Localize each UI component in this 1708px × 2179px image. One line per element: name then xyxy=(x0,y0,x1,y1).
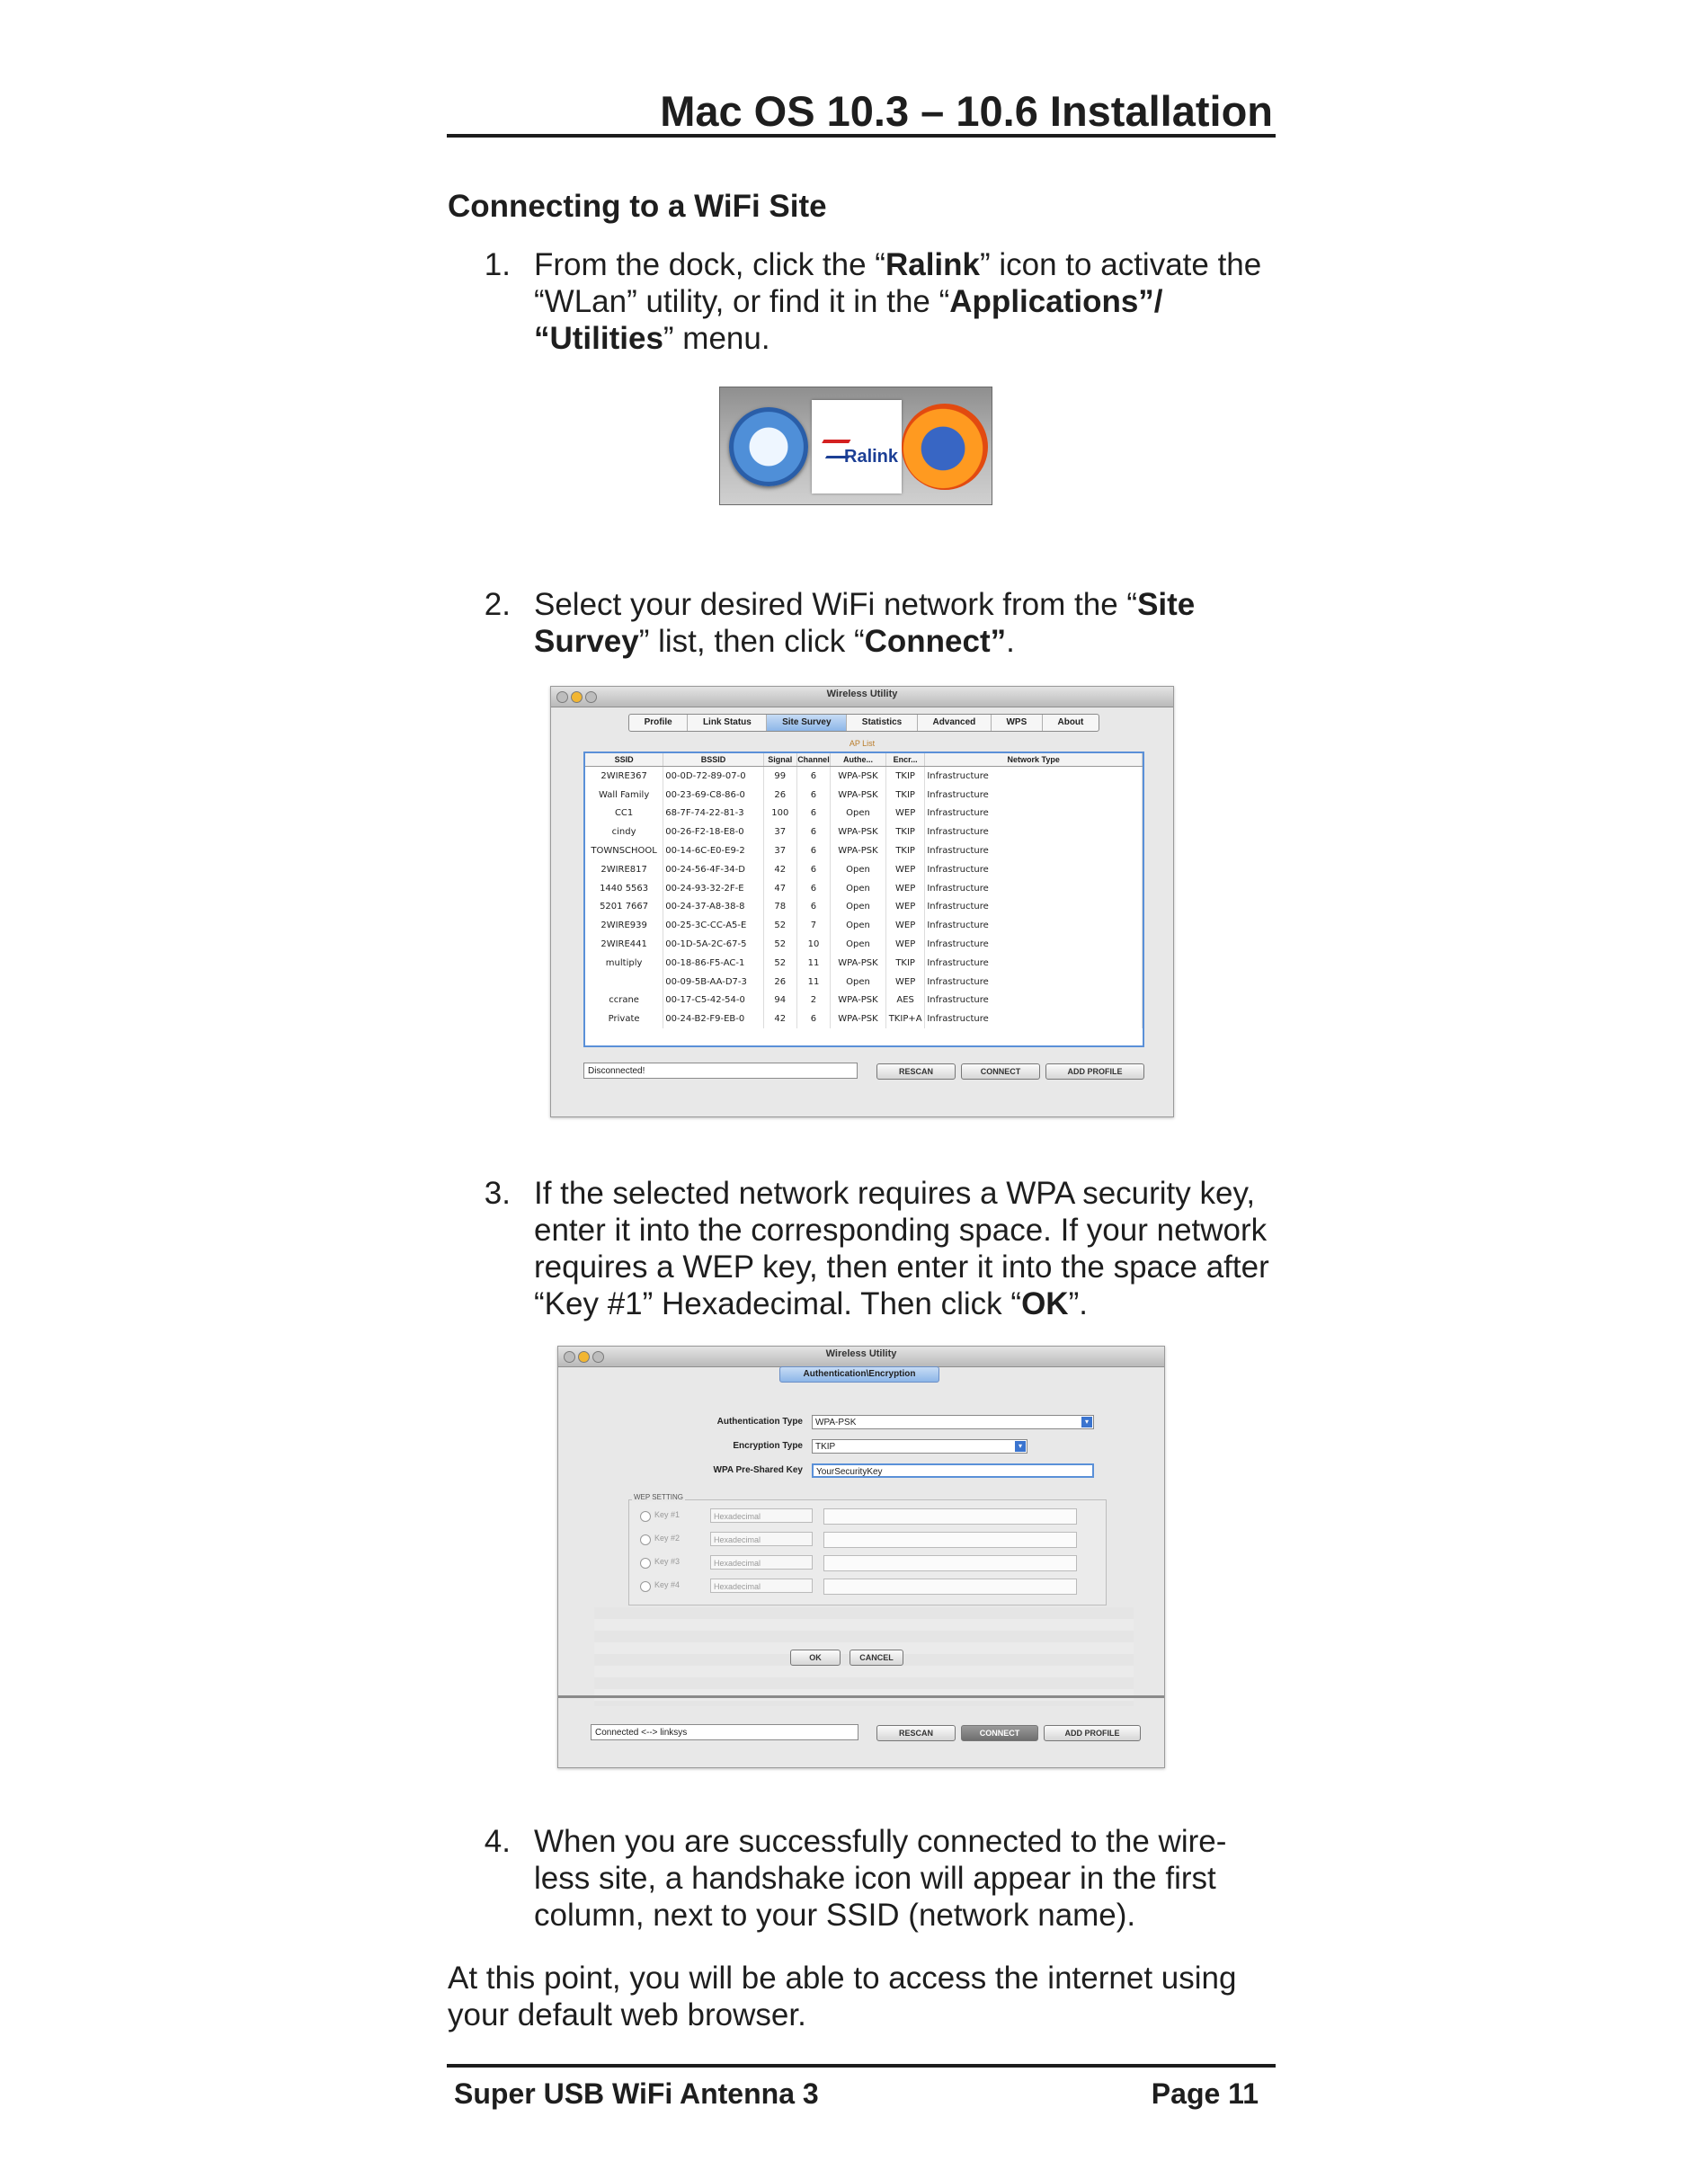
encryption-type-value: TKIP xyxy=(815,1442,836,1452)
column-header[interactable]: Encr... xyxy=(885,753,924,767)
table-cell: 6 xyxy=(796,805,830,823)
key-type-select[interactable]: Hexadecimal xyxy=(710,1532,813,1546)
table-cell: 00-14-6C-E0-E9-2 xyxy=(663,841,764,860)
window-title: Wireless Utility xyxy=(826,689,898,699)
add-profile-button[interactable]: ADD PROFILE xyxy=(1045,1063,1144,1080)
step-1 xyxy=(467,246,1277,357)
add-profile-button[interactable]: ADD PROFILE xyxy=(1044,1725,1141,1741)
table-cell: WPA-PSK xyxy=(831,841,886,860)
table-cell: 94 xyxy=(763,992,796,1010)
table-cell: TKIP xyxy=(885,786,924,805)
table-cell: 6 xyxy=(796,841,830,860)
table-cell: 00-24-56-4F-34-D xyxy=(663,860,764,879)
footer-page-number: Page 11 xyxy=(1151,2077,1259,2110)
step-2 xyxy=(467,586,1277,660)
divider xyxy=(558,1695,1164,1698)
key-label: Key #4 xyxy=(654,1580,681,1589)
table-cell: 11 xyxy=(796,973,830,992)
table-cell: 68-7F-74-22-81-3 xyxy=(663,805,764,823)
table-cell: WEP xyxy=(885,973,924,992)
table-cell: 6 xyxy=(796,860,830,879)
bold-term: Site Survey xyxy=(534,587,1196,659)
connect-button[interactable]: CONNECT xyxy=(961,1725,1038,1741)
header-rule xyxy=(447,134,1276,138)
ralink-icon xyxy=(812,400,902,494)
ap-list-caption: AP List xyxy=(849,739,876,748)
table-cell: Infrastructure xyxy=(925,1009,1143,1028)
step-number: 1. xyxy=(484,247,511,282)
window-titlebar xyxy=(551,687,1173,707)
table-row[interactable] xyxy=(585,805,1143,823)
table-cell: 00-23-69-C8-86-0 xyxy=(663,786,764,805)
window-title: Wireless Utility xyxy=(825,1348,897,1359)
bold-term: OK xyxy=(1021,1286,1069,1321)
bold-term: Connect” xyxy=(864,624,1007,659)
encryption-type-select[interactable] xyxy=(812,1439,1027,1454)
tab-profile[interactable]: Profile xyxy=(629,715,688,731)
status-field: Disconnected! xyxy=(583,1063,858,1079)
table-row[interactable] xyxy=(585,992,1143,1010)
tab-site-survey[interactable]: Site Survey xyxy=(767,715,847,731)
table-cell: 2WIRE441 xyxy=(585,935,663,954)
key-type-select[interactable]: Hexadecimal xyxy=(710,1508,813,1523)
table-cell: Open xyxy=(831,879,886,898)
chevron-down-icon: ▾ xyxy=(1015,1441,1026,1452)
table-cell: Infrastructure xyxy=(925,935,1143,954)
auth-type-select[interactable] xyxy=(812,1415,1094,1429)
table-cell: Open xyxy=(831,860,886,879)
table-cell: 52 xyxy=(763,954,796,973)
page-title: Mac OS 10.3 – 10.6 Installation xyxy=(660,87,1273,135)
table-cell: 00-24-37-A8-38-8 xyxy=(663,898,764,917)
step-number: 2. xyxy=(484,587,511,622)
psk-value: YourSecurityKey xyxy=(816,1467,883,1477)
table-cell: 6 xyxy=(796,767,830,786)
encryption-type-label: Encryption Type xyxy=(733,1441,803,1451)
step-3 xyxy=(467,1175,1277,1322)
bold-term: Ralink xyxy=(885,247,980,282)
rescan-button[interactable]: RESCAN xyxy=(876,1725,956,1741)
table-cell: Infrastructure xyxy=(925,823,1143,841)
table-cell: 99 xyxy=(763,767,796,786)
table-cell: 42 xyxy=(763,1009,796,1028)
table-cell: WEP xyxy=(885,805,924,823)
table-cell: CC1 xyxy=(585,805,663,823)
footer-rule xyxy=(447,2064,1276,2068)
table-row[interactable] xyxy=(585,786,1143,805)
table-cell: WPA-PSK xyxy=(831,1009,886,1028)
key-value-input[interactable] xyxy=(823,1508,1077,1525)
status-field: Connected <--> linksys xyxy=(591,1724,858,1740)
table-row[interactable] xyxy=(585,1009,1143,1028)
tab-statistics[interactable]: Statistics xyxy=(847,715,918,731)
table-cell: 2 xyxy=(796,992,830,1010)
table-cell: 2WIRE367 xyxy=(585,767,663,786)
table-cell: Infrastructure xyxy=(925,841,1143,860)
table-row[interactable] xyxy=(585,767,1143,786)
table-cell: cindy xyxy=(585,823,663,841)
table-cell: Open xyxy=(831,916,886,935)
table-row[interactable] xyxy=(585,841,1143,860)
table-cell: 1440 5563 xyxy=(585,879,663,898)
table-cell: Infrastructure xyxy=(925,879,1143,898)
table-cell: WPA-PSK xyxy=(831,767,886,786)
tab-authentication[interactable]: Authentication\Encryption xyxy=(779,1366,939,1383)
table-cell: WEP xyxy=(885,879,924,898)
table-cell: 37 xyxy=(763,823,796,841)
table-cell: WEP xyxy=(885,916,924,935)
step-4 xyxy=(467,1823,1277,1934)
key-radio[interactable] xyxy=(640,1581,651,1592)
wep-key-row xyxy=(635,1554,1102,1572)
key-label: Key #2 xyxy=(654,1534,681,1543)
table-cell: 00-1D-5A-2C-67-5 xyxy=(663,935,764,954)
key-radio[interactable] xyxy=(640,1511,651,1522)
key-type-select[interactable]: Hexadecimal xyxy=(710,1579,813,1593)
table-cell: WPA-PSK xyxy=(831,992,886,1010)
table-cell: Infrastructure xyxy=(925,805,1143,823)
table-cell: 37 xyxy=(763,841,796,860)
cancel-button[interactable]: CANCEL xyxy=(850,1650,903,1666)
psk-input[interactable] xyxy=(812,1463,1094,1478)
step-text: If the selected network requires a WPA security key, enter it into the corresponding space. If your network requires a WEP key, then enter it into the space after “Key #1” Hexadecimal. Then click “OK”. xyxy=(534,1176,1269,1321)
table-cell: Infrastructure xyxy=(925,954,1143,973)
ralink-logo-text: Ralink xyxy=(844,447,899,467)
table-cell: 00-24-93-32-2F-E xyxy=(663,879,764,898)
table-cell: Infrastructure xyxy=(925,992,1143,1010)
table-cell: 78 xyxy=(763,898,796,917)
table-cell: WPA-PSK xyxy=(831,954,886,973)
table-cell: 52 xyxy=(763,916,796,935)
table-cell: 00-26-F2-18-E8-0 xyxy=(663,823,764,841)
table-cell: 11 xyxy=(796,954,830,973)
table-cell: Open xyxy=(831,973,886,992)
table-cell xyxy=(585,973,663,992)
ok-button[interactable]: OK xyxy=(790,1650,841,1666)
section-title: Connecting to a WiFi Site xyxy=(448,189,827,224)
safari-icon xyxy=(729,407,808,486)
table-cell: Open xyxy=(831,805,886,823)
table-row[interactable] xyxy=(585,898,1143,917)
table-cell: ccrane xyxy=(585,992,663,1010)
key-label: Key #3 xyxy=(654,1557,681,1566)
table-cell: Open xyxy=(831,898,886,917)
connect-button[interactable]: CONNECT xyxy=(961,1063,1040,1080)
column-header[interactable]: SSID xyxy=(585,753,663,767)
table-cell: 26 xyxy=(763,786,796,805)
table-cell: 2WIRE939 xyxy=(585,916,663,935)
table-cell: 2WIRE817 xyxy=(585,860,663,879)
key-value-input[interactable] xyxy=(823,1555,1077,1571)
column-header[interactable]: BSSID xyxy=(663,753,764,767)
table-cell: Infrastructure xyxy=(925,898,1143,917)
column-header[interactable]: Signal xyxy=(763,753,796,767)
table-cell: WPA-PSK xyxy=(831,786,886,805)
table-cell: Wall Family xyxy=(585,786,663,805)
column-header[interactable]: Authe... xyxy=(831,753,886,767)
table-cell: 00-24-B2-F9-EB-0 xyxy=(663,1009,764,1028)
tab-bar xyxy=(628,714,1099,732)
table-cell: 00-09-5B-AA-D7-3 xyxy=(663,973,764,992)
table-cell: 42 xyxy=(763,860,796,879)
table-cell: Infrastructure xyxy=(925,767,1143,786)
tab-link-status[interactable]: Link Status xyxy=(688,715,767,731)
column-header[interactable]: Channel xyxy=(796,753,830,767)
table-cell: 7 xyxy=(796,916,830,935)
table-cell: multiply xyxy=(585,954,663,973)
table-cell: 6 xyxy=(796,823,830,841)
table-cell: 6 xyxy=(796,786,830,805)
table-cell: Infrastructure xyxy=(925,973,1143,992)
table-cell: 00-0D-72-89-07-0 xyxy=(663,767,764,786)
key-value-input[interactable] xyxy=(823,1532,1077,1548)
table-cell: TKIP xyxy=(885,841,924,860)
table-cell: 6 xyxy=(796,898,830,917)
auth-type-label: Authentication Type xyxy=(716,1417,803,1427)
rescan-button[interactable]: RESCAN xyxy=(876,1063,956,1080)
table-cell: WPA-PSK xyxy=(831,823,886,841)
step-text: Select your desired WiFi network from the “Site Survey” list, then click “Connect”. xyxy=(534,587,1196,659)
table-cell: 6 xyxy=(796,1009,830,1028)
table-row[interactable] xyxy=(585,823,1143,841)
chevron-down-icon: ▾ xyxy=(1081,1417,1092,1427)
table-cell: WEP xyxy=(885,898,924,917)
table-cell: 00-18-86-F5-AC-1 xyxy=(663,954,764,973)
table-cell: TKIP+A xyxy=(885,1009,924,1028)
table-row[interactable] xyxy=(585,879,1143,898)
step-number: 4. xyxy=(484,1824,511,1859)
auth-type-value: WPA-PSK xyxy=(815,1418,857,1427)
step-text: When you are successfully connected to the wire-less site, a handshake icon will appear in the first column, next to your SSID (network name). xyxy=(534,1824,1227,1933)
table-row[interactable] xyxy=(585,935,1143,954)
step-number: 3. xyxy=(484,1176,511,1211)
table-cell: 6 xyxy=(796,879,830,898)
auth-window xyxy=(557,1346,1165,1768)
key-value-input[interactable] xyxy=(823,1579,1077,1595)
table-cell: 26 xyxy=(763,973,796,992)
table-cell: AES xyxy=(885,992,924,1010)
closing-paragraph: At this point, you will be able to access the internet using your default web browser. xyxy=(448,1961,1237,2032)
table-cell: 00-17-C5-42-54-0 xyxy=(663,992,764,1010)
key-label: Key #1 xyxy=(654,1510,681,1519)
table-cell: Open xyxy=(831,935,886,954)
table-row[interactable] xyxy=(585,973,1143,992)
table-cell: WEP xyxy=(885,860,924,879)
site-survey-table[interactable] xyxy=(583,752,1144,1047)
table-cell: Private xyxy=(585,1009,663,1028)
table-cell: 47 xyxy=(763,879,796,898)
table-row[interactable] xyxy=(585,954,1143,973)
table-cell: 00-25-3C-CC-A5-E xyxy=(663,916,764,935)
table-cell: TKIP xyxy=(885,954,924,973)
table-cell: Infrastructure xyxy=(925,860,1143,879)
wep-key-row xyxy=(635,1531,1102,1549)
key-radio[interactable] xyxy=(640,1534,651,1545)
psk-label: WPA Pre-Shared Key xyxy=(713,1465,803,1475)
tab-wps[interactable]: WPS xyxy=(992,715,1043,731)
table-cell: 52 xyxy=(763,935,796,954)
bold-term: Applications”/ “Utilities xyxy=(534,284,1163,356)
window-titlebar xyxy=(558,1347,1164,1367)
table-cell: TOWNSCHOOL xyxy=(585,841,663,860)
dock-image xyxy=(719,387,992,505)
table-row[interactable] xyxy=(585,860,1143,879)
firefox-icon xyxy=(902,404,988,490)
table-cell: 5201 7667 xyxy=(585,898,663,917)
wep-settings-caption: WEP SETTING xyxy=(634,1493,683,1501)
table-row[interactable] xyxy=(585,916,1143,935)
wep-key-row xyxy=(635,1508,1102,1525)
step-text: From the dock, click the “Ralink” icon to activate the “WLan” utility, or find it in the “Applications”/ “Utilities” menu. xyxy=(534,247,1262,356)
tab-advanced[interactable]: Advanced xyxy=(918,715,992,731)
column-header[interactable]: Network Type xyxy=(925,753,1143,767)
tab-about[interactable]: About xyxy=(1057,717,1084,727)
wep-settings-group xyxy=(628,1499,1107,1605)
table-cell: TKIP xyxy=(885,823,924,841)
table-cell: TKIP xyxy=(885,767,924,786)
table-cell: WEP xyxy=(885,935,924,954)
table-cell: 10 xyxy=(796,935,830,954)
table-cell: Infrastructure xyxy=(925,916,1143,935)
key-radio[interactable] xyxy=(640,1558,651,1569)
wep-key-row xyxy=(635,1578,1102,1596)
site-survey-window xyxy=(550,686,1174,1117)
table-cell: 100 xyxy=(763,805,796,823)
table-cell: Infrastructure xyxy=(925,786,1143,805)
footer-product-name: Super USB WiFi Antenna 3 xyxy=(454,2077,819,2110)
key-type-select[interactable]: Hexadecimal xyxy=(710,1555,813,1570)
